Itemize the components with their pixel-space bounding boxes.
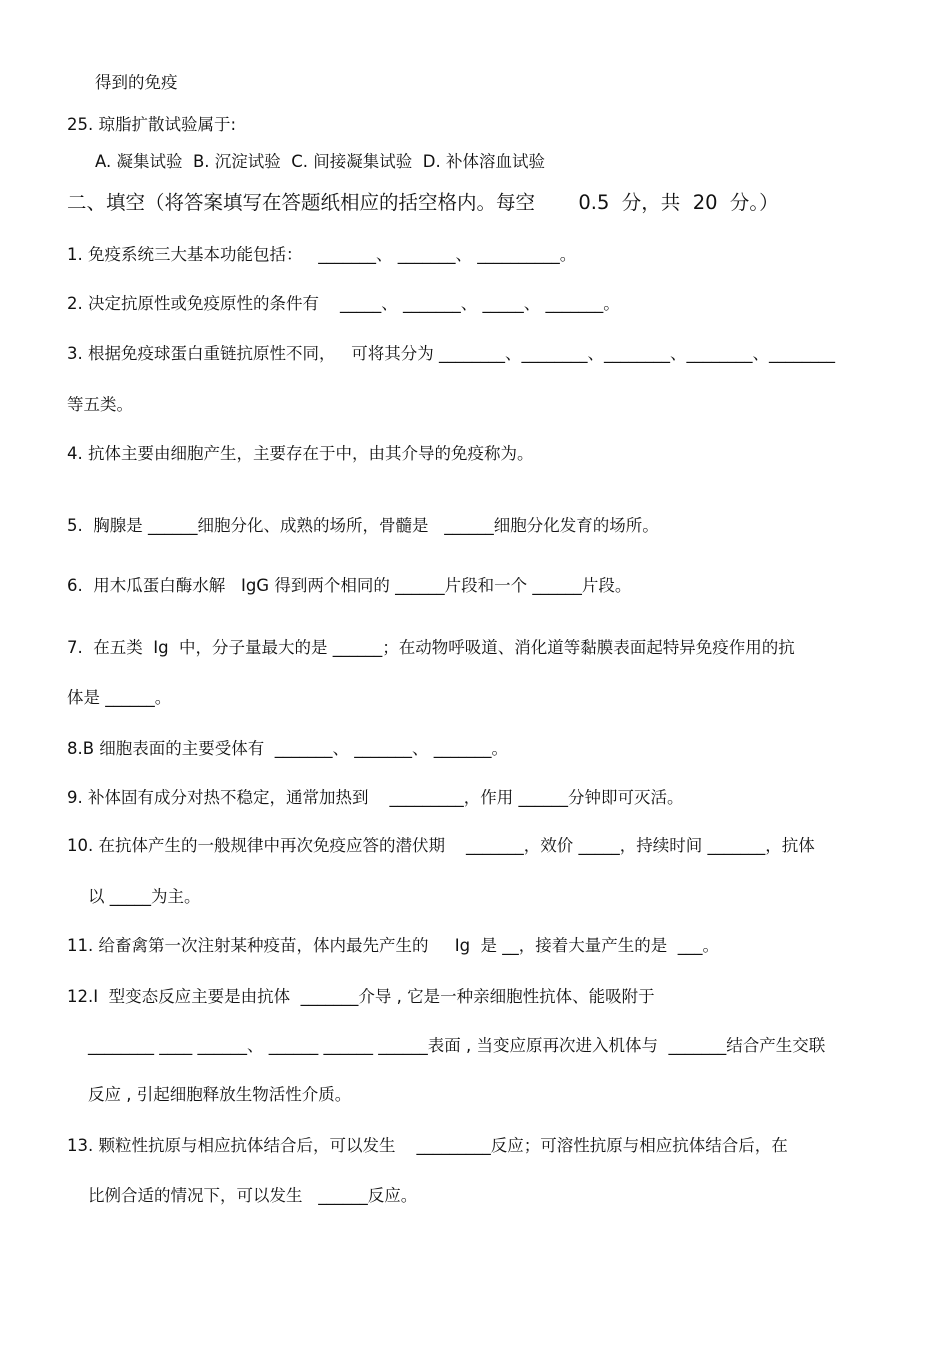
fill-question-2: 2. 决定抗原性或免疫原性的条件有 _____、 _______、 _____、 _______。: [67, 294, 620, 313]
fill-question-12: 12.I 型变态反应主要是由抗体 _______介导 , 它是一种亲细胞性抗体、能吸附于: [67, 987, 655, 1006]
fill-question-6: 6. 用木瓜蛋白酶水解 IgG 得到两个相同的 ______片段和一个 ______片段。: [67, 576, 632, 595]
fill-question-4: 4. 抗体主要由细胞产生，主要存在于中，由其介导的免疫称为。: [67, 444, 534, 463]
question-25: 25. 琼脂扩散试验属于:: [67, 115, 237, 134]
fill-question-7-cont: 体是 ______。: [67, 688, 172, 707]
fill-question-3: 3. 根据免疫球蛋白重链抗原性不同， 可将其分为 ________、________、________、________、________: [67, 344, 835, 363]
question-25-options: A. 凝集试验 B. 沉淀试验 C. 间接凝集试验 D. 补体溶血试验: [95, 152, 545, 171]
fill-question-13-cont: 比例合适的情况下，可以发生 ______反应。: [88, 1186, 418, 1205]
text-line: 得到的免疫: [95, 73, 178, 92]
fill-question-3-cont: 等五类。: [67, 395, 133, 414]
fill-question-9: 9. 补体固有成分对热不稳定，通常加热到 _________，作用 ______分钟即可灭活。: [67, 788, 684, 807]
fill-question-13: 13. 颗粒性抗原与相应抗体结合后，可以发生 _________反应；可溶性抗原与相应抗体结合后，在: [67, 1136, 788, 1155]
fill-question-10-cont: 以 _____为主。: [88, 887, 201, 906]
fill-question-10: 10. 在抗体产生的一般规律中再次免疫应答的潜伏期 _______，效价 _____，持续时间 _______，抗体: [67, 836, 815, 855]
fill-question-7: 7. 在五类 Ig 中，分子量最大的是 ______；在动物呼吸道、消化道等黏膜表面起特异免疫作用的抗: [67, 638, 795, 657]
fill-question-12-cont: ________ ____ ______、 ______ ______ ______表面 , 当变应原再次进入机体与 _______结合产生交联: [88, 1036, 826, 1055]
fill-question-5: 5. 胸腺是 ______细胞分化、成熟的场所，骨髓是 ______细胞分化发育的场所。: [67, 516, 659, 535]
fill-question-8: 8.B 细胞表面的主要受体有 _______、 _______、 _______。: [67, 739, 509, 758]
fill-question-12-cont2: 反应 , 引起细胞释放生物活性介质。: [88, 1085, 352, 1104]
fill-question-1: 1. 免疫系统三大基本功能包括： _______、 _______、 __________。: [67, 245, 577, 264]
fill-question-11: 11. 给畜禽第一次注射某种疫苗，体内最先产生的 Ig 是 __，接着大量产生的是 ___。: [67, 936, 720, 955]
section-heading: 二、填空（将答案填写在答题纸相应的括空格内。每空 0.5 分，共 20 分。）: [67, 191, 779, 214]
